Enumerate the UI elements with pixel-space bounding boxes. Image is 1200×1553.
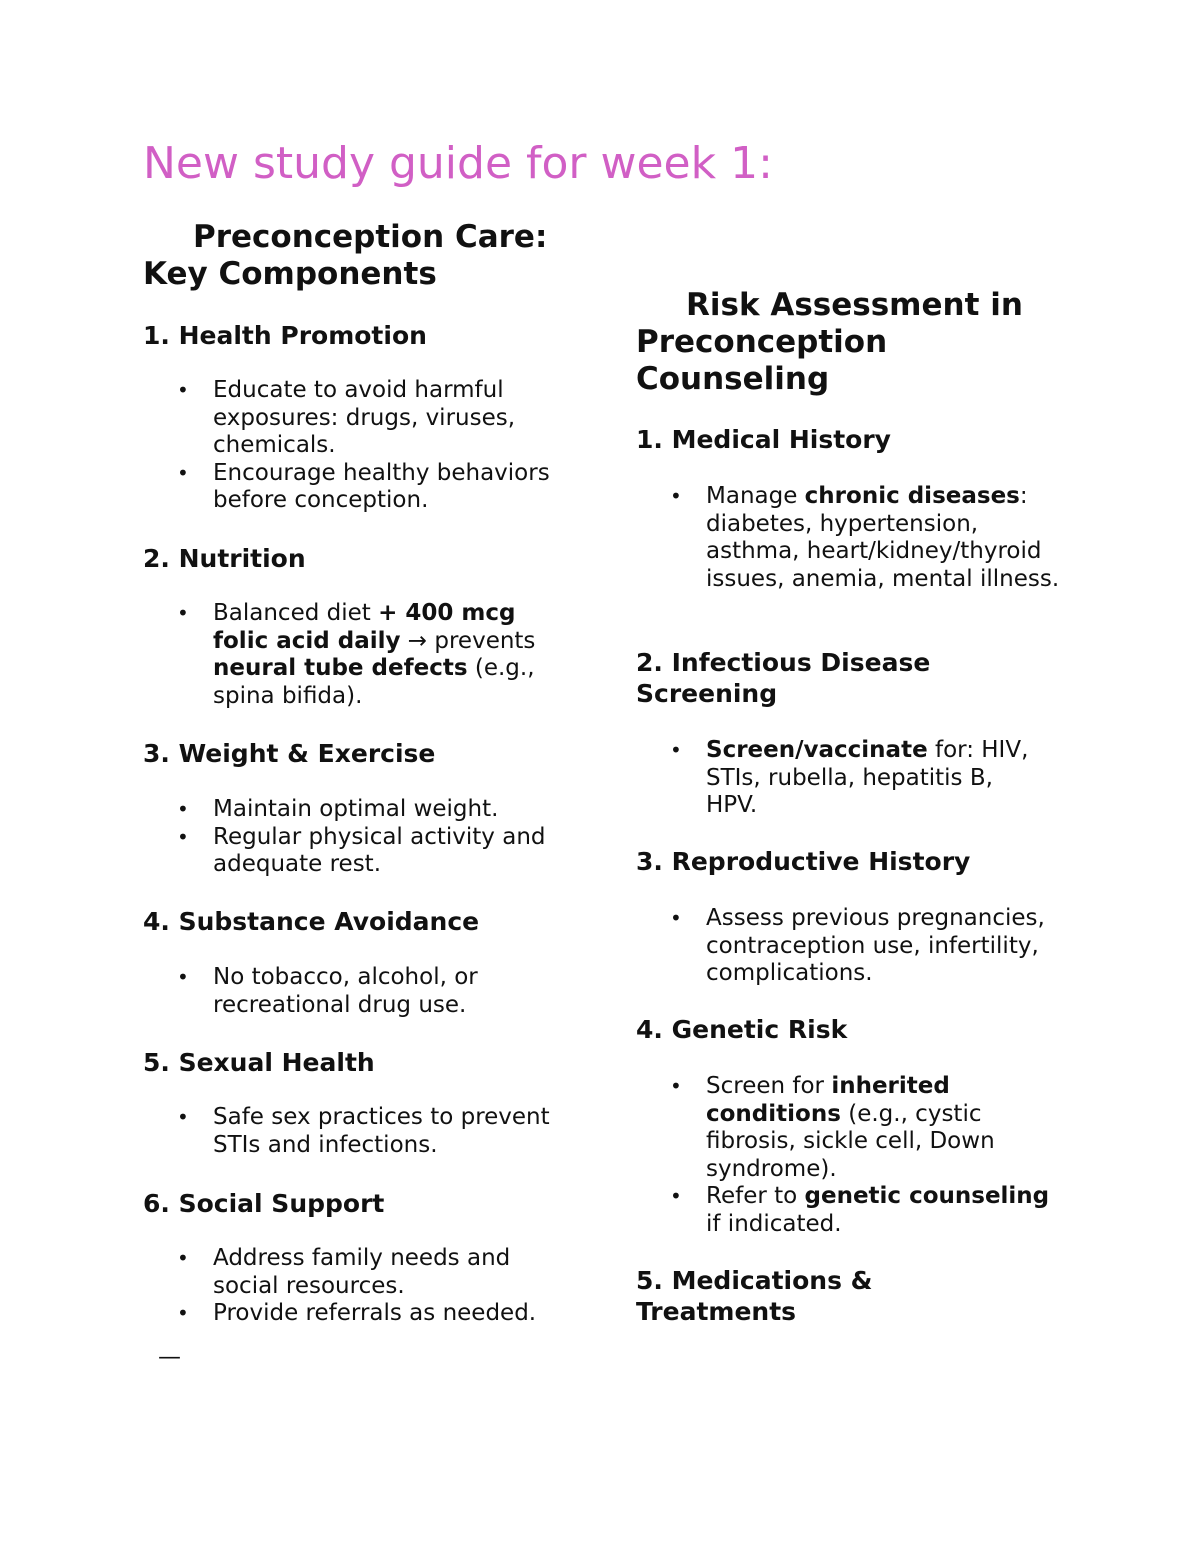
right-column-heading — [636, 287, 1023, 398]
section-heading: 6. Social Support — [143, 1189, 385, 1218]
bold-text: Screen/vaccinate — [706, 737, 928, 763]
bold-text: chronic diseases — [804, 483, 1020, 509]
bullet-text: → prevents — [400, 627, 536, 654]
bullet-list — [636, 1073, 1066, 1238]
bullet-text: Manage — [706, 483, 805, 509]
section-heading: 3. Reproductive History — [636, 847, 971, 876]
bullet-dot-icon: • — [670, 1074, 682, 1098]
right-heading-line-3: Counseling — [636, 361, 830, 397]
bullet-text: Address family needs and social resources. — [213, 1245, 511, 1299]
section-heading: 5. Medications & Treatments — [636, 1266, 873, 1326]
section-heading: 5. Sexual Health — [143, 1048, 375, 1077]
bullet-item — [636, 1183, 1066, 1238]
bold-text: inherited conditions — [706, 1073, 950, 1127]
section-heading: 2. Nutrition — [143, 544, 306, 573]
left-heading-line-1: Preconception Care: — [193, 219, 548, 255]
bullet-dot-icon: • — [670, 1184, 682, 1208]
bullet-list — [143, 377, 583, 515]
bullet-dot-icon: • — [177, 797, 189, 821]
bullet-list — [143, 1104, 583, 1159]
bullet-list — [636, 905, 1066, 988]
bullet-text: Encourage healthy behaviors before conception. — [213, 459, 550, 513]
bullet-text: Regular physical activity and adequate rest. — [213, 823, 546, 877]
bullet-text: for: HIV, STIs, rubella, hepatitis B, HPV. — [706, 737, 1029, 818]
bullet-item — [636, 737, 1051, 820]
bullet-item — [636, 483, 1061, 593]
bullet-dot-icon: • — [177, 824, 189, 849]
bullet-text: Screen for — [706, 1073, 832, 1099]
bullet-dot-icon: • — [177, 1105, 189, 1129]
bullet-text: Assess previous pregnancies, contraception use, infertility, complications. — [706, 905, 1045, 986]
bullet-dot-icon: • — [670, 738, 682, 762]
bullet-item — [636, 905, 1066, 988]
bullet-list — [143, 1245, 583, 1328]
bullet-dot-icon: • — [670, 906, 682, 930]
right-heading-line-1: Risk Assessment in — [686, 287, 1023, 323]
section-heading: 1. Medical History — [636, 425, 891, 454]
bullet-item — [143, 377, 583, 460]
bullet-list — [636, 737, 1051, 820]
page-mark: — — [158, 1344, 181, 1370]
bullet-list — [143, 796, 583, 879]
bold-text: neural tube defects — [213, 655, 468, 681]
bullet-list — [143, 600, 563, 710]
bullet-item — [143, 796, 583, 824]
bullet-item — [143, 1104, 583, 1159]
bullet-dot-icon: • — [177, 1246, 189, 1270]
bullet-text: : diabetes, hypertension, asthma, heart/kidney/thyroid issues, anemia, mental illness. — [706, 483, 1060, 592]
bullet-text: (e.g., spina bifida). — [213, 655, 535, 709]
bullet-text: if indicated. — [706, 1210, 842, 1237]
bullet-text: Educate to avoid harmful exposures: drugs, viruses, chemicals. — [213, 377, 516, 458]
page-title: New study guide for week 1: — [143, 138, 773, 189]
section-heading: 4. Substance Avoidance — [143, 907, 480, 936]
bold-text: + 400 mcg folic acid daily — [213, 600, 516, 654]
bullet-dot-icon: • — [177, 378, 189, 402]
bullet-item — [143, 1300, 583, 1328]
bullet-list — [143, 964, 543, 1019]
bullet-item — [143, 1245, 583, 1300]
bullet-text: Refer to — [706, 1183, 805, 1209]
bullet-item — [636, 1073, 1066, 1183]
bullet-dot-icon: • — [177, 460, 189, 485]
bullet-dot-icon: • — [177, 1301, 189, 1325]
bullet-text: Balanced diet — [213, 600, 379, 626]
bullet-text: (e.g., cystic fibrosis, sickle cell, Down syndrome). — [706, 1100, 995, 1182]
bold-text: genetic counseling — [804, 1183, 1050, 1209]
section-heading: 2. Infectious Disease Screening — [636, 648, 931, 708]
bullet-item — [143, 600, 563, 710]
bullet-item — [143, 460, 583, 515]
bullet-text: No tobacco, alcohol, or recreational drug use. — [213, 964, 478, 1018]
bullet-dot-icon: • — [177, 965, 189, 989]
bullet-text: Maintain optimal weight. — [213, 796, 499, 822]
right-heading-line-2: Preconception — [636, 324, 888, 360]
section-heading: 1. Health Promotion — [143, 321, 427, 350]
bullet-text: Safe sex practices to prevent STIs and infections. — [213, 1104, 550, 1158]
left-column-heading — [143, 219, 547, 293]
bullet-dot-icon: • — [670, 484, 682, 508]
section-heading: 4. Genetic Risk — [636, 1015, 848, 1044]
bullet-dot-icon: • — [177, 601, 189, 625]
bullet-list — [636, 483, 1061, 593]
left-heading-line-2: Key Components — [143, 256, 437, 292]
bullet-text: Provide referrals as needed. — [213, 1300, 537, 1326]
bullet-item — [143, 824, 583, 879]
bullet-item — [143, 964, 543, 1019]
section-heading: 3. Weight & Exercise — [143, 739, 436, 768]
